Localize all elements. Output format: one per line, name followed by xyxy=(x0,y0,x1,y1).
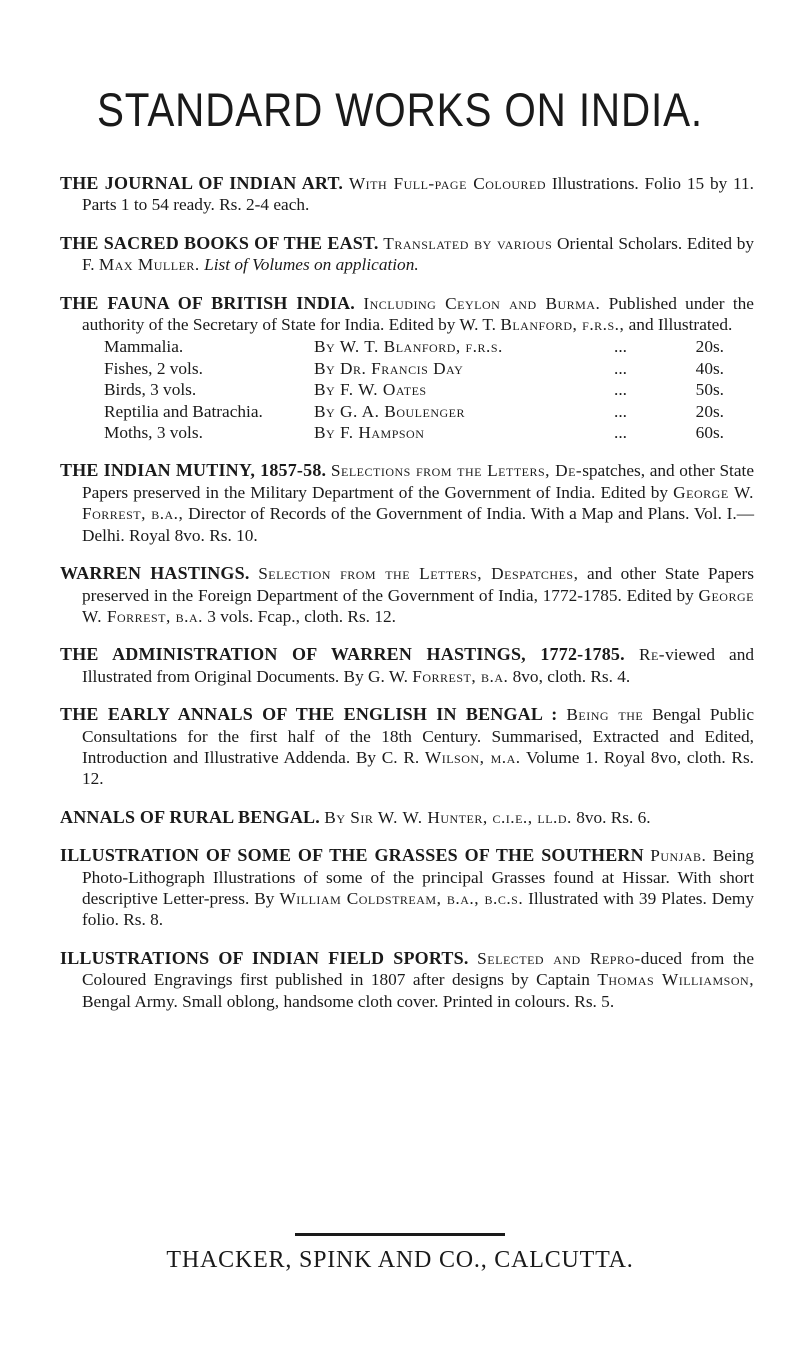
book-entry-annals-rural-bengal xyxy=(60,807,754,828)
book-subtitle: Selected and Repro- xyxy=(477,948,641,968)
book-editor: William Coldstream, b.a., b.c.s. xyxy=(279,888,524,908)
book-editor: Blanford, f.r.s., xyxy=(500,315,625,335)
volume-leader: ... xyxy=(614,423,627,443)
page-title: STANDARD WORKS ON INDIA. xyxy=(96,83,704,136)
volume-leader: ... xyxy=(614,380,627,400)
volume-price: 20s. xyxy=(695,337,724,357)
book-description: viewed and Illustrated from Original Documents. By G. W. xyxy=(82,645,754,686)
book-title: THE FAUNA OF BRITISH INDIA. xyxy=(60,292,356,313)
volume-price: 50s. xyxy=(695,380,724,400)
book-description: and other State Papers preserved in the Foreign Department of the Government of India, 1772-1785. Edited by xyxy=(82,564,754,605)
book-author: By Sir W. W. Hunter, c.i.e., ll.d. xyxy=(324,807,572,827)
book-subtitle: Including Ceylon and Burma. xyxy=(363,293,601,313)
book-description: 8vo. Rs. 6. xyxy=(576,807,651,827)
book-title: THE INDIAN MUTINY, 1857-58. xyxy=(60,460,327,481)
book-entry-early-annals-bengal xyxy=(60,704,754,790)
volume-row xyxy=(104,422,724,443)
volume-author: By G. A. Boulenger xyxy=(314,401,465,421)
book-subtitle: Punjab. xyxy=(650,846,707,866)
book-entry-journal-indian-art xyxy=(60,173,754,216)
book-editor: Max Muller. xyxy=(98,255,200,275)
book-description: duced from the Coloured Engravings first published in 1807 after designs by Captain xyxy=(82,948,754,990)
book-subtitle: Selections from the Letters, De- xyxy=(330,461,583,481)
book-editor: Wilson, m.a. xyxy=(424,747,521,767)
volume-author: By F. W. Oates xyxy=(314,380,427,400)
volume-author: By F. Hampson xyxy=(314,423,425,443)
volume-row xyxy=(104,336,724,357)
volume-leader: ... xyxy=(614,401,627,421)
book-subtitle: Translated by various xyxy=(383,233,553,253)
book-title: THE SACRED BOOKS OF THE EAST. xyxy=(60,232,379,253)
book-editor: George W. Forrest, b.a., xyxy=(82,482,755,524)
book-subtitle: With Full-page Coloured xyxy=(348,174,547,193)
book-description-cont: 3 vols. Fcap., cloth. Rs. 12. xyxy=(207,606,396,626)
volume-title: Reptilia and Batrachia. xyxy=(104,401,263,421)
book-title: ILLUSTRATIONS OF INDIAN FIELD SPORTS. xyxy=(60,947,469,968)
book-description-cont: and Illustrated. xyxy=(628,315,733,335)
book-note: List of Volumes on application. xyxy=(204,255,419,275)
book-description-cont: Illustrated with 39 Plates. Demy folio. Rs. 8. xyxy=(82,888,755,930)
volume-author: By W. T. Blanford, f.r.s. xyxy=(314,337,503,357)
book-subtitle: Selection from the Letters, Despatches, xyxy=(258,564,579,584)
volume-price: 20s. xyxy=(695,401,724,421)
book-title: WARREN HASTINGS. xyxy=(60,563,250,584)
book-entry-sacred-books-east xyxy=(60,233,754,276)
volume-title: Birds, 3 vols. xyxy=(104,380,197,400)
book-editor: Forrest, b.a. xyxy=(412,666,509,686)
volume-price: 60s. xyxy=(695,423,724,443)
volume-price: 40s. xyxy=(695,358,724,378)
book-description: Being Photo-Lithograph Illustrations of some of the principal Grasses found at Hissar. With short descriptive Letter-press. By xyxy=(82,846,754,908)
book-description-cont: Director of Records of the Government of India. With a Map and Plans. Vol. I.—Delhi. Royal 8vo. Rs. 10. xyxy=(82,504,755,545)
volume-table xyxy=(104,336,724,443)
book-editor: Thomas Williamson, xyxy=(597,970,755,990)
volume-leader: ... xyxy=(614,337,627,357)
volume-row xyxy=(104,401,724,422)
book-description: spatches, and other State Papers preserved in the Military Department of the Government of India. Edited by xyxy=(82,461,754,502)
book-title: THE EARLY ANNALS OF THE ENGLISH IN BENGAL : xyxy=(60,704,558,725)
book-list xyxy=(60,173,754,1029)
divider-rule xyxy=(295,1233,505,1236)
volume-row xyxy=(104,358,724,379)
volume-author: By Dr. Francis Day xyxy=(314,358,464,378)
book-entry-indian-field-sports xyxy=(60,948,754,1012)
publisher-imprint: THACKER, SPINK AND CO., CALCUTTA. xyxy=(166,1247,634,1273)
book-editor: George W. Forrest, b.a. xyxy=(82,585,754,626)
volume-title: Mammalia. xyxy=(104,337,184,357)
book-title: ILLUSTRATION OF SOME OF THE GRASSES OF THE SOUTHERN xyxy=(60,845,644,866)
book-entry-warren-hastings xyxy=(60,563,754,627)
book-description: Illustrations. Folio 15 by 11. Parts 1 to 54 ready. Rs. 2-4 each. xyxy=(82,174,754,215)
volume-row xyxy=(104,379,724,400)
book-description: Published under the authority of the Secretary of State for India. Edited by W. T. xyxy=(82,293,754,335)
book-description-cont: Volume 1. Royal 8vo, cloth. Rs. 12. xyxy=(82,747,755,789)
book-entry-fauna-british-india xyxy=(60,293,754,444)
book-entry-administration-warren-hastings xyxy=(60,644,754,687)
book-description: Bengal Public Consultations for the first half of the 18th Century. Summarised, Extracted and Edited, Introduction and Illustrative Addenda. By C. R. xyxy=(82,705,755,767)
book-description: Oriental Scholars. Edited by F. xyxy=(82,233,755,275)
book-subtitle: Re- xyxy=(638,645,666,665)
book-entry-indian-mutiny xyxy=(60,460,754,546)
book-entry-grasses-southern-punjab xyxy=(60,845,754,931)
volume-title: Fishes, 2 vols. xyxy=(104,358,203,378)
book-subtitle: Being the xyxy=(566,705,644,725)
volume-title: Moths, 3 vols. xyxy=(104,423,203,443)
book-title: THE ADMINISTRATION OF WARREN HASTINGS, 1772-1785. xyxy=(60,644,625,665)
book-description-cont: 8vo, cloth. Rs. 4. xyxy=(512,666,631,686)
volume-leader: ... xyxy=(614,358,627,378)
book-title: THE JOURNAL OF INDIAN ART. xyxy=(60,173,344,193)
book-title: ANNALS OF RURAL BENGAL. xyxy=(60,806,320,827)
book-description-cont: Bengal Army. Small oblong, handsome cloth cover. Printed in colours. Rs. 5. xyxy=(82,991,615,1011)
